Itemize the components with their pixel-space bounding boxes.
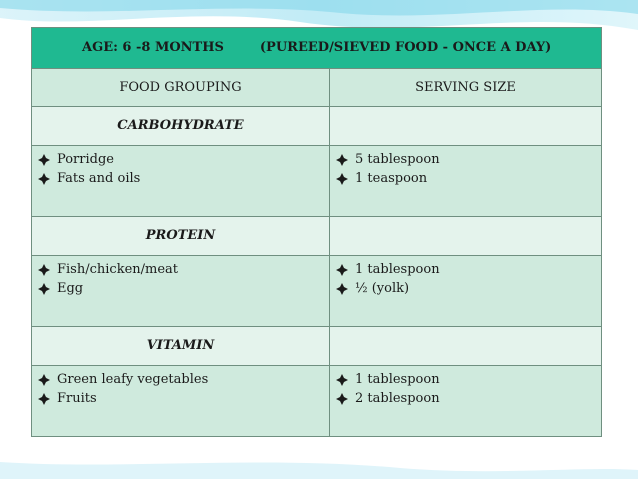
serving-item: 2 tablespoon	[355, 390, 440, 406]
diamond-bullet-icon	[38, 374, 50, 386]
list-item	[336, 279, 595, 298]
diamond-bullet-icon	[38, 173, 50, 185]
food-list-cell	[32, 256, 330, 327]
list-item	[38, 389, 323, 408]
serving-item: ½ (yolk)	[355, 280, 410, 296]
list-item	[38, 279, 323, 298]
list-item	[336, 169, 595, 188]
list-item	[38, 260, 323, 279]
diamond-bullet-icon	[336, 374, 348, 386]
food-item: Fats and oils	[57, 170, 141, 186]
food-item: Porridge	[57, 151, 114, 167]
food-item: Green leafy vegetables	[57, 371, 209, 387]
list-item	[336, 370, 595, 389]
food-list-cell	[32, 146, 330, 217]
group-row-carbohydrate	[32, 107, 602, 146]
feeding-note-label: (PUREED/SIEVED FOOD - ONCE A DAY)	[259, 40, 552, 55]
serving-list-cell	[330, 366, 602, 437]
diamond-bullet-icon	[38, 264, 50, 276]
column-header-row	[32, 69, 602, 107]
diamond-bullet-icon	[38, 393, 50, 405]
table-title-cell	[32, 28, 602, 69]
serving-size-header: SERVING SIZE	[330, 69, 602, 107]
list-item	[38, 150, 323, 169]
empty-cell	[330, 217, 602, 256]
diamond-bullet-icon	[336, 154, 348, 166]
diamond-bullet-icon	[336, 173, 348, 185]
serving-item: 1 teaspoon	[355, 170, 428, 186]
age-range-label: AGE: 6 -8 MONTHS	[82, 40, 224, 55]
group-row-protein	[32, 217, 602, 256]
empty-cell	[330, 327, 602, 366]
diamond-bullet-icon	[336, 393, 348, 405]
list-item	[336, 389, 595, 408]
group-label-protein: PROTEIN	[32, 217, 330, 256]
items-row-carbohydrate	[32, 146, 602, 217]
list-item	[336, 150, 595, 169]
items-row-vitamin	[32, 366, 602, 437]
food-serving-table	[31, 27, 602, 437]
group-row-vitamin	[32, 327, 602, 366]
diamond-bullet-icon	[336, 283, 348, 295]
empty-cell	[330, 107, 602, 146]
food-list-cell	[32, 366, 330, 437]
food-item: Fruits	[57, 390, 97, 406]
items-row-protein	[32, 256, 602, 327]
list-item	[336, 260, 595, 279]
group-label-vitamin: VITAMIN	[32, 327, 330, 366]
food-item: Egg	[57, 280, 84, 296]
serving-list-cell	[330, 256, 602, 327]
diamond-bullet-icon	[336, 264, 348, 276]
list-item	[38, 169, 323, 188]
serving-item: 5 tablespoon	[355, 151, 440, 167]
food-grouping-header: FOOD GROUPING	[32, 69, 330, 107]
diamond-bullet-icon	[38, 283, 50, 295]
serving-list-cell	[330, 146, 602, 217]
diamond-bullet-icon	[38, 154, 50, 166]
serving-item: 1 tablespoon	[355, 371, 440, 387]
table-title-row	[32, 28, 602, 69]
serving-item: 1 tablespoon	[355, 261, 440, 277]
food-item: Fish/chicken/meat	[57, 261, 179, 277]
list-item	[38, 370, 323, 389]
group-label-carbohydrate: CARBOHYDRATE	[32, 107, 330, 146]
